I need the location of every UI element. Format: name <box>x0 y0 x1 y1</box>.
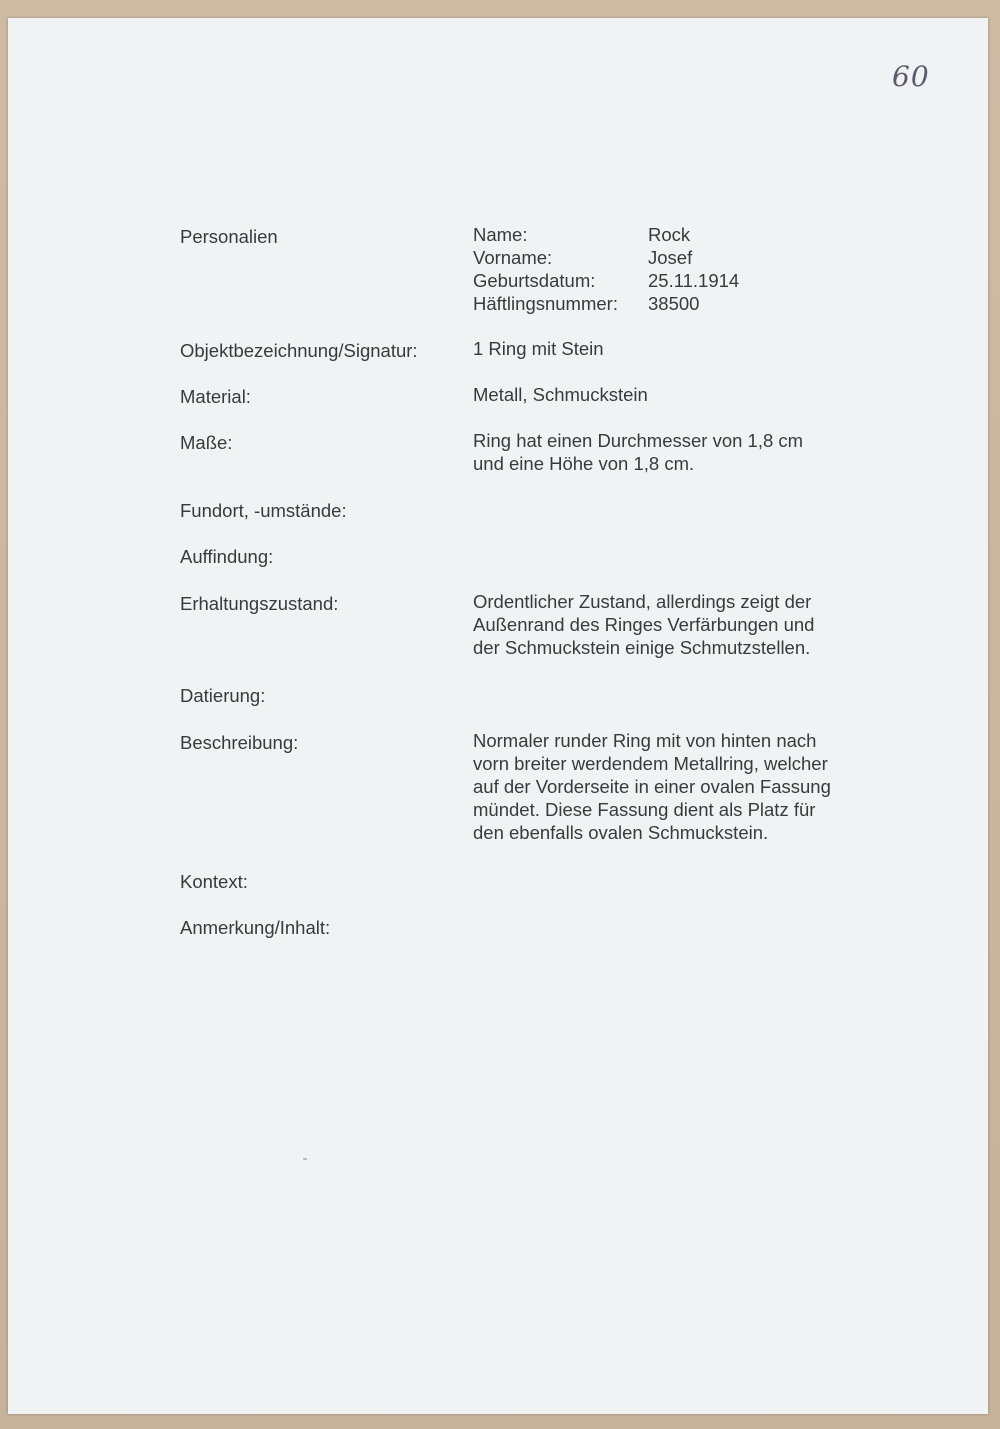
beschreibung-line: auf der Vorderseite in einer ovalen Fassung <box>473 776 831 797</box>
handwritten-page-number: 60 <box>892 60 930 93</box>
beschreibung-line: Normaler runder Ring mit von hinten nach <box>473 730 817 751</box>
beschreibung-line: den ebenfalls ovalen Schmuckstein. <box>473 822 769 843</box>
personalien-value: Rock <box>648 224 691 245</box>
anmerkung-label: Anmerkung/Inhalt: <box>180 917 331 938</box>
objekt-value: 1 Ring mit Stein <box>473 338 604 359</box>
personalien-value: 25.11.1914 <box>648 270 740 291</box>
material-value: Metall, Schmuckstein <box>473 384 648 405</box>
datierung-label: Datierung: <box>180 685 266 706</box>
masse-label: Maße: <box>180 432 233 453</box>
personalien-key: Geburtsdatum: <box>473 270 596 291</box>
personalien-row-haeftlingsnummer <box>473 293 699 315</box>
masse-line: und eine Höhe von 1,8 cm. <box>473 453 695 474</box>
masse-value <box>473 429 803 475</box>
erhaltung-value <box>473 590 814 659</box>
personalien-label: Personalien <box>180 226 278 247</box>
beschreibung-label: Beschreibung: <box>180 732 299 753</box>
personalien-key: Vorname: <box>473 247 553 268</box>
material-label: Material: <box>180 386 251 407</box>
erhaltung-line: Ordentlicher Zustand, allerdings zeigt der <box>473 591 812 612</box>
personalien-row-geburtsdatum <box>473 270 739 292</box>
fundort-label: Fundort, -umstände: <box>180 500 347 521</box>
erhaltung-line: Außenrand des Ringes Verfärbungen und <box>473 614 815 635</box>
beschreibung-line: mündet. Diese Fassung dient als Platz für <box>473 799 816 820</box>
masse-line: Ring hat einen Durchmesser von 1,8 cm <box>473 430 804 451</box>
personalien-key: Häftlingsnummer: <box>473 293 618 314</box>
beschreibung-line: vorn breiter werdendem Metallring, welcher <box>473 753 828 774</box>
kontext-label: Kontext: <box>180 871 248 892</box>
beschreibung-value <box>473 729 831 844</box>
personalien-row-vorname <box>473 247 692 269</box>
auffindung-label: Auffindung: <box>180 546 274 567</box>
erhaltung-label: Erhaltungszustand: <box>180 593 339 614</box>
paper-speck <box>303 1158 307 1160</box>
personalien-row-name <box>473 224 690 246</box>
erhaltung-line: der Schmuckstein einige Schmutzstellen. <box>473 637 811 658</box>
personalien-value: 38500 <box>648 293 700 314</box>
objekt-label: Objektbezeichnung/Signatur: <box>180 340 418 361</box>
personalien-key: Name: <box>473 224 528 245</box>
personalien-value: Josef <box>648 247 693 268</box>
